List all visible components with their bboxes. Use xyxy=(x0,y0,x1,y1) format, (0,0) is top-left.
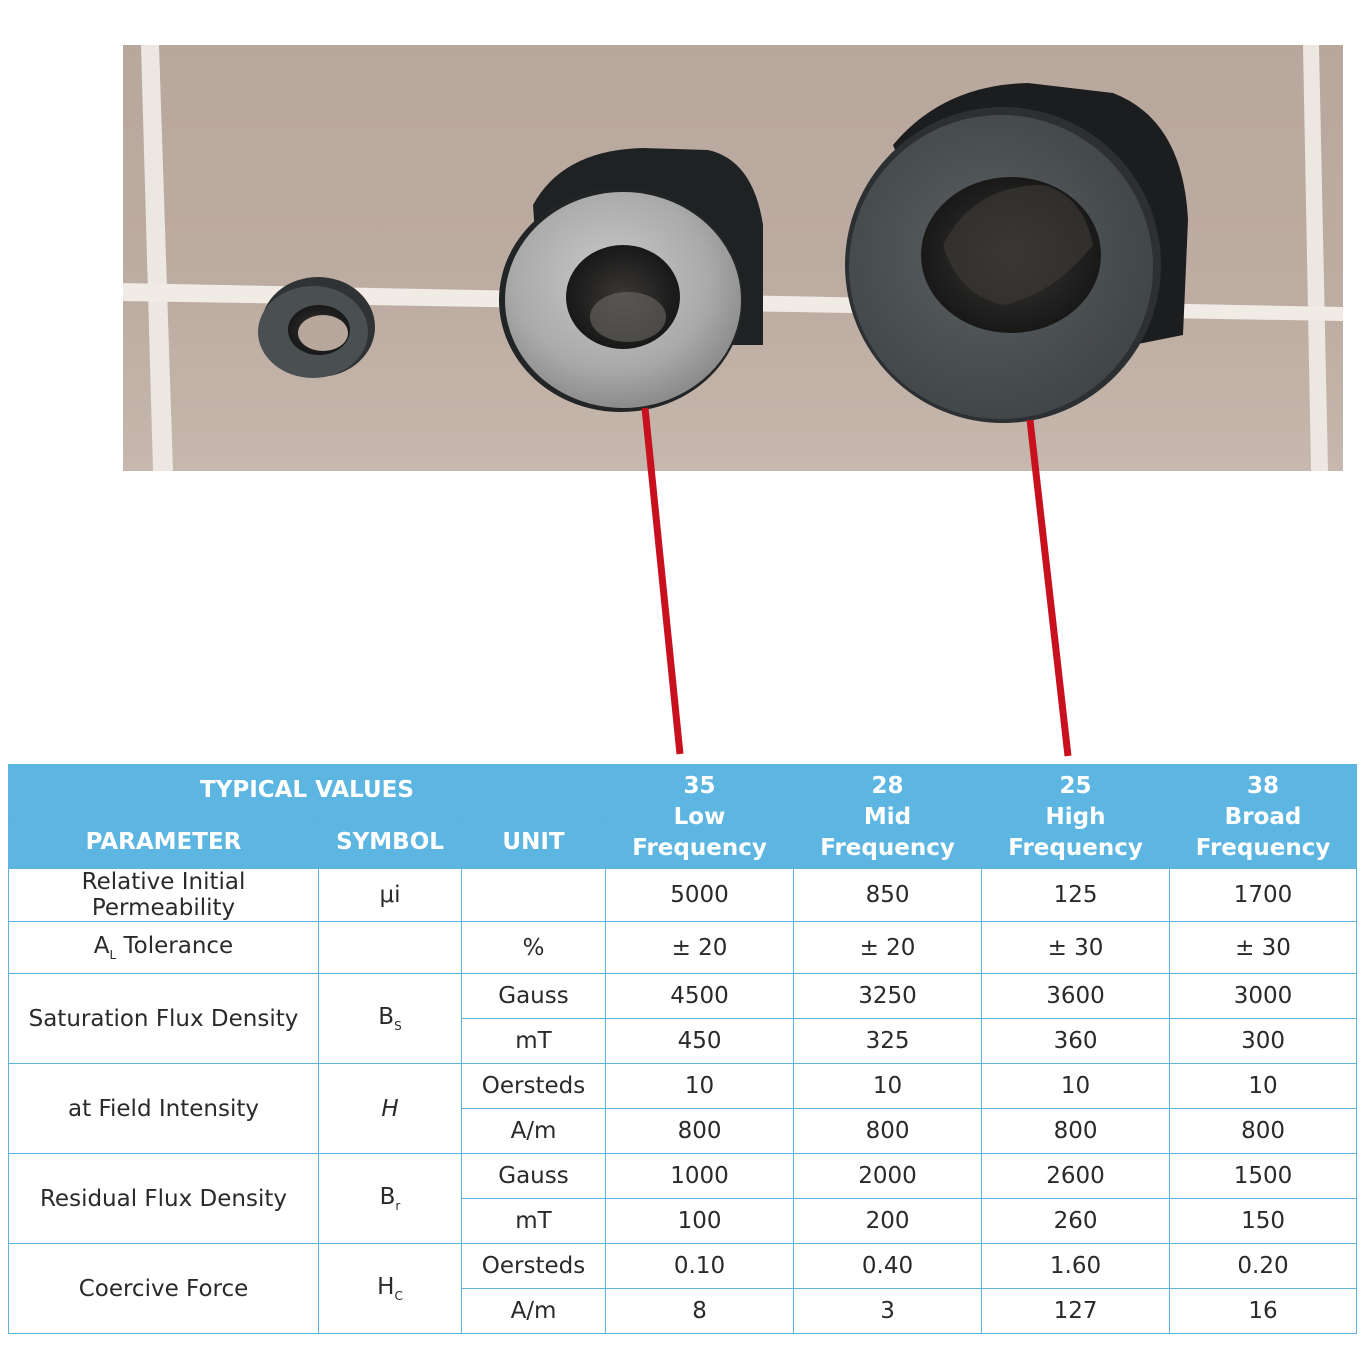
value-cell: 800 xyxy=(606,1109,794,1154)
symbol-subscript: S xyxy=(394,1019,402,1033)
material-band: Low xyxy=(673,804,726,830)
parameter-cell: Coercive Force xyxy=(9,1244,319,1334)
unit-cell: Gauss xyxy=(462,974,606,1019)
unit-cell: mT xyxy=(462,1019,606,1064)
table-row-residual-gauss xyxy=(9,1154,1357,1199)
value-cell: 0.40 xyxy=(794,1244,982,1289)
parameter-cell: Relative Initial Permeability xyxy=(9,869,319,922)
material-band-suffix: Frequency xyxy=(632,835,767,861)
material-band-suffix: Frequency xyxy=(1008,835,1143,861)
unit-cell: A/m xyxy=(462,1109,606,1154)
typical-values-table xyxy=(8,764,1357,1334)
unit-cell: A/m xyxy=(462,1289,606,1334)
parameter-cell xyxy=(9,922,319,974)
parameter-main: A xyxy=(93,933,110,959)
value-cell: 200 xyxy=(794,1199,982,1244)
value-cell: 150 xyxy=(1170,1199,1357,1244)
material-25-header xyxy=(982,765,1170,869)
symbol-main: B xyxy=(379,1184,396,1210)
symbol-cell xyxy=(319,922,462,974)
value-cell: 850 xyxy=(794,869,982,922)
value-cell: 450 xyxy=(606,1019,794,1064)
value-cell: 1.60 xyxy=(982,1244,1170,1289)
value-cell: 10 xyxy=(1170,1064,1357,1109)
material-38-header xyxy=(1170,765,1357,869)
material-band-suffix: Frequency xyxy=(820,835,955,861)
symbol-cell xyxy=(319,1154,462,1244)
material-code: 35 xyxy=(683,773,716,799)
symbol-subscript: C xyxy=(394,1289,403,1303)
table-row-permeability xyxy=(9,869,1357,922)
value-cell: 3250 xyxy=(794,974,982,1019)
value-cell: 0.10 xyxy=(606,1244,794,1289)
material-band-suffix: Frequency xyxy=(1195,835,1331,861)
unit-cell: Oersteds xyxy=(462,1244,606,1289)
value-cell: 10 xyxy=(606,1064,794,1109)
value-cell: ± 20 xyxy=(794,922,982,974)
unit-cell: Gauss xyxy=(462,1154,606,1199)
value-cell: 1000 xyxy=(606,1154,794,1199)
table-row-saturation-gauss xyxy=(9,974,1357,1019)
material-band: Mid xyxy=(863,804,912,830)
value-cell: 3600 xyxy=(982,974,1170,1019)
symbol-cell xyxy=(319,1244,462,1334)
value-cell: ± 30 xyxy=(1170,922,1357,974)
value-cell: 1700 xyxy=(1170,869,1357,922)
value-cell: 100 xyxy=(606,1199,794,1244)
unit-column-header: UNIT xyxy=(462,817,606,869)
material-35-header xyxy=(606,765,794,869)
value-cell: 125 xyxy=(982,869,1170,922)
value-cell: 16 xyxy=(1170,1289,1357,1334)
symbol-column-header: SYMBOL xyxy=(319,817,462,869)
value-cell: ± 20 xyxy=(606,922,794,974)
parameter-cell: Residual Flux Density xyxy=(9,1154,319,1244)
value-cell: 800 xyxy=(982,1109,1170,1154)
value-cell: 300 xyxy=(1170,1019,1357,1064)
material-band: High xyxy=(1045,804,1106,830)
value-cell: 127 xyxy=(982,1289,1170,1334)
value-cell: 260 xyxy=(982,1199,1170,1244)
symbol-subscript: r xyxy=(395,1199,401,1213)
value-cell: 3 xyxy=(794,1289,982,1334)
value-cell: 10 xyxy=(794,1064,982,1109)
parameter-rest: Tolerance xyxy=(116,933,234,959)
value-cell: 2000 xyxy=(794,1154,982,1199)
value-cell: 8 xyxy=(606,1289,794,1334)
symbol-cell: μi xyxy=(319,869,462,922)
material-code: 28 xyxy=(871,773,904,799)
unit-cell: % xyxy=(462,922,606,974)
value-cell: 1500 xyxy=(1170,1154,1357,1199)
parameter-column-header: PARAMETER xyxy=(9,817,319,869)
parameter-subscript: L xyxy=(109,948,117,962)
value-cell: 800 xyxy=(1170,1109,1357,1154)
symbol-cell: H xyxy=(319,1064,462,1154)
typical-values-header: TYPICAL VALUES xyxy=(9,765,606,817)
value-cell: 0.20 xyxy=(1170,1244,1357,1289)
value-cell: 4500 xyxy=(606,974,794,1019)
material-code: 25 xyxy=(1059,773,1092,799)
material-code: 38 xyxy=(1247,773,1280,799)
unit-cell: Oersteds xyxy=(462,1064,606,1109)
value-cell: ± 30 xyxy=(982,922,1170,974)
value-cell: 800 xyxy=(794,1109,982,1154)
table-row-field-oersteds xyxy=(9,1064,1357,1109)
value-cell: 10 xyxy=(982,1064,1170,1109)
value-cell: 360 xyxy=(982,1019,1170,1064)
toroid-cores-photo xyxy=(123,45,1343,471)
table-row-coercive-oersteds xyxy=(9,1244,1357,1289)
value-cell: 325 xyxy=(794,1019,982,1064)
value-cell: 5000 xyxy=(606,869,794,922)
symbol-cell xyxy=(319,974,462,1064)
material-band: Broad xyxy=(1224,804,1302,830)
symbol-main: B xyxy=(378,1004,395,1030)
unit-cell xyxy=(462,869,606,922)
parameter-cell: at Field Intensity xyxy=(9,1064,319,1154)
material-28-header xyxy=(794,765,982,869)
table-row-al-tolerance xyxy=(9,922,1357,974)
unit-cell: mT xyxy=(462,1199,606,1244)
value-cell: 2600 xyxy=(982,1154,1170,1199)
value-cell: 3000 xyxy=(1170,974,1357,1019)
symbol-main: H xyxy=(377,1274,395,1300)
parameter-cell: Saturation Flux Density xyxy=(9,974,319,1064)
